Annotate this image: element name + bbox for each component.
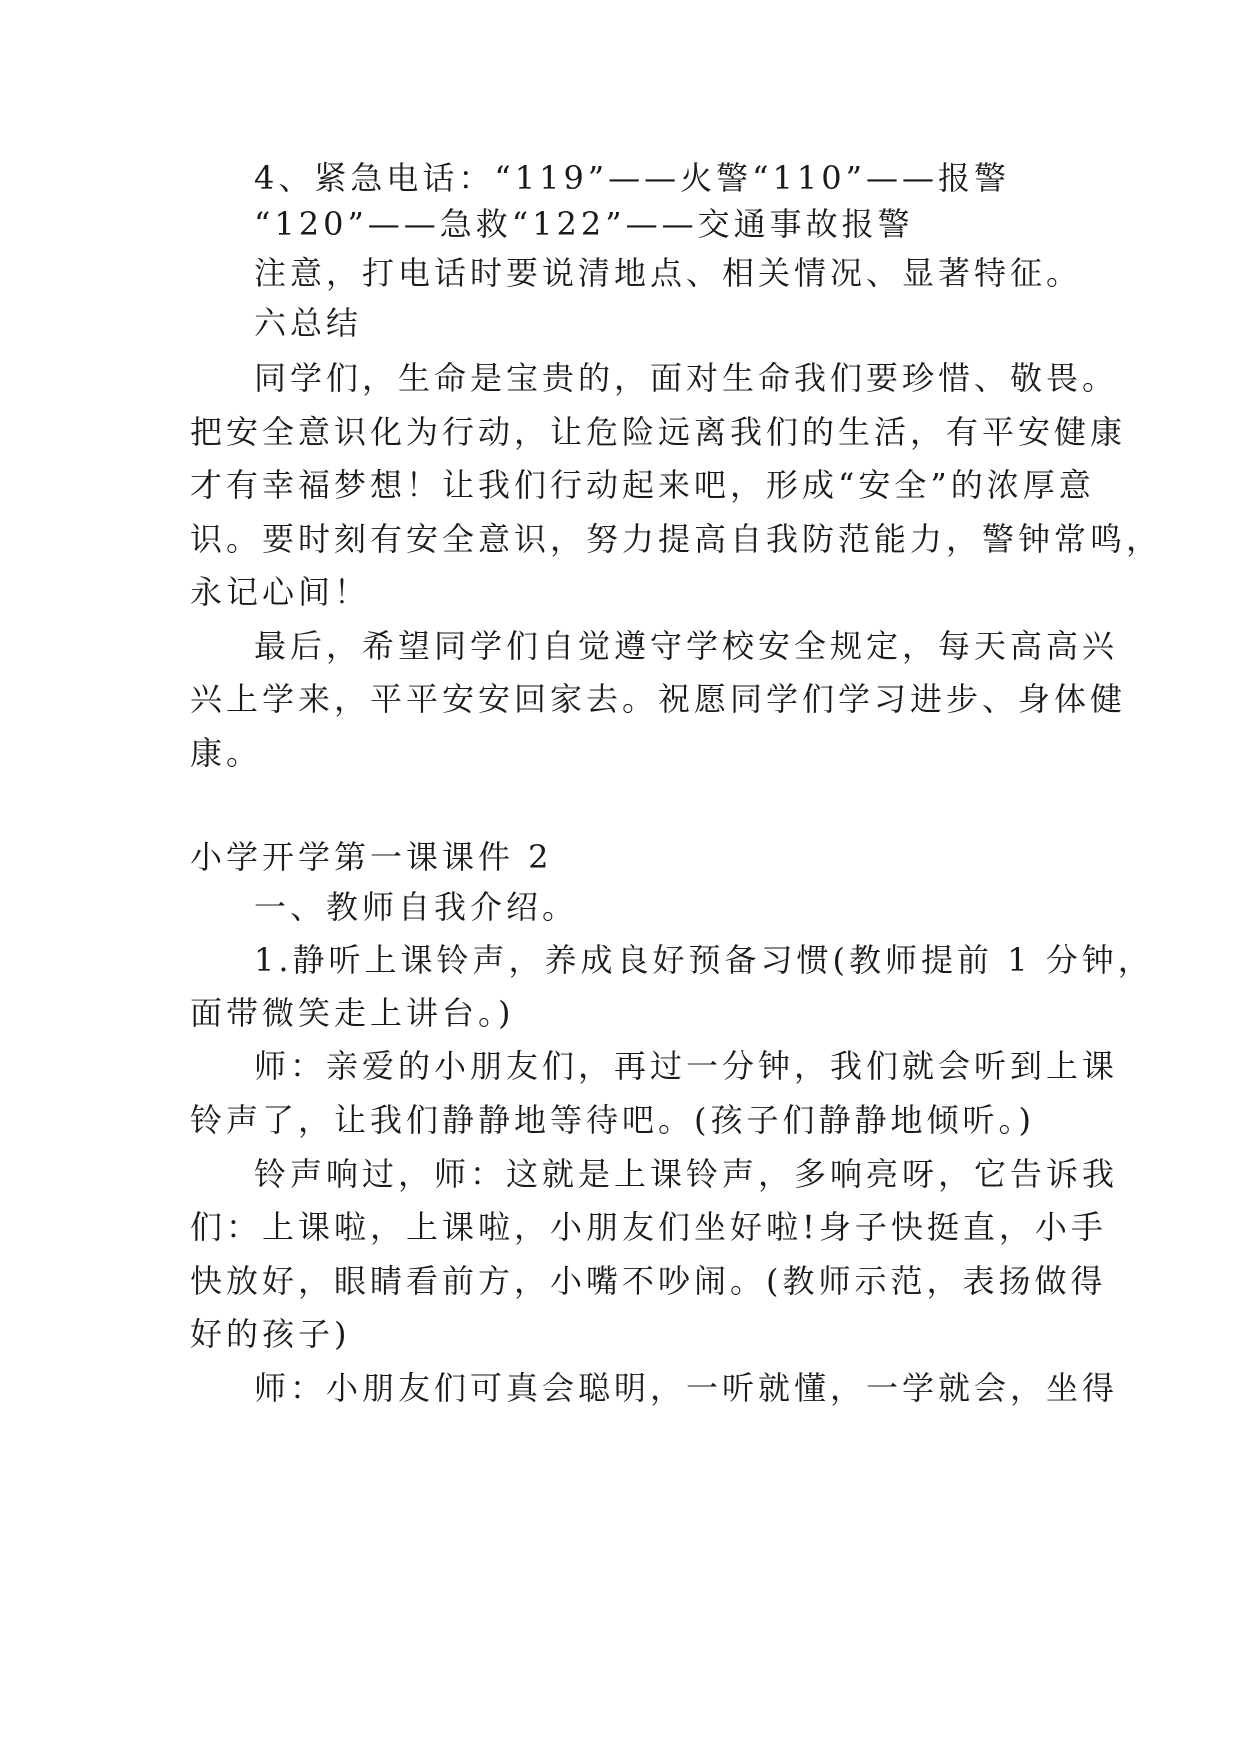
teacher-dialogue-line: 师：小朋友们可真会聪明，一听就懂，一学就会，坐得: [254, 1369, 1119, 1407]
phone-call-note: 注意，打电话时要说清地点、相关情况、显著特征。: [254, 254, 1083, 292]
summary-paragraph-line: 把安全意识化为行动，让危险远离我们的生活，有平安健康: [190, 413, 1127, 451]
teacher-dialogue-line: 师：亲爱的小朋友们，再过一分钟，我们就会听到上课: [254, 1047, 1119, 1085]
closing-paragraph-line: 兴上学来，平平安安回家去。祝愿同学们学习进步、身体健: [190, 680, 1127, 718]
teacher-intro-heading: 一、教师自我介绍。: [254, 888, 579, 926]
bell-paragraph-line: 快放好，眼睛看前方，小嘴不吵闹。(教师示范，表扬做得: [190, 1262, 1107, 1300]
item-1-line: 1.静听上课铃声，养成良好预备习惯(教师提前 1 分钟，: [254, 941, 1154, 979]
section-title: 小学开学第一课课件 2: [190, 838, 553, 876]
bell-paragraph-line: 好的孩子): [190, 1315, 351, 1353]
bell-paragraph-line: 铃声响过，师：这就是上课铃声，多响亮呀，它告诉我: [254, 1155, 1119, 1193]
item-1-line: 面带微笑走上讲台。): [190, 994, 515, 1032]
summary-paragraph-line: 才有幸福梦想！让我们行动起来吧，形成“安全”的浓厚意: [190, 466, 1095, 504]
emergency-numbers-line-2: “120”——急救“122”——交通事故报警: [254, 205, 914, 243]
bell-paragraph-line: 们：上课啦，上课啦，小朋友们坐好啦!身子快挺直，小手: [190, 1208, 1107, 1246]
summary-paragraph-line: 识。要时刻有安全意识，努力提高自我防范能力，警钟常鸣，: [190, 520, 1163, 558]
emergency-numbers-line-1: 4、紧急电话：“119”——火警“110”——报警: [254, 159, 1010, 197]
summary-heading: 六总结: [254, 304, 363, 342]
summary-paragraph-line: 同学们，生命是宝贵的，面对生命我们要珍惜、敬畏。: [254, 359, 1119, 397]
summary-paragraph-line: 永记心间！: [190, 573, 371, 611]
teacher-dialogue-line: 铃声了，让我们静静地等待吧。(孩子们静静地倾听。): [190, 1101, 1035, 1139]
closing-paragraph-line: 最后，希望同学们自觉遵守学校安全规定，每天高高兴: [254, 627, 1119, 665]
closing-paragraph-line: 康。: [190, 734, 263, 772]
